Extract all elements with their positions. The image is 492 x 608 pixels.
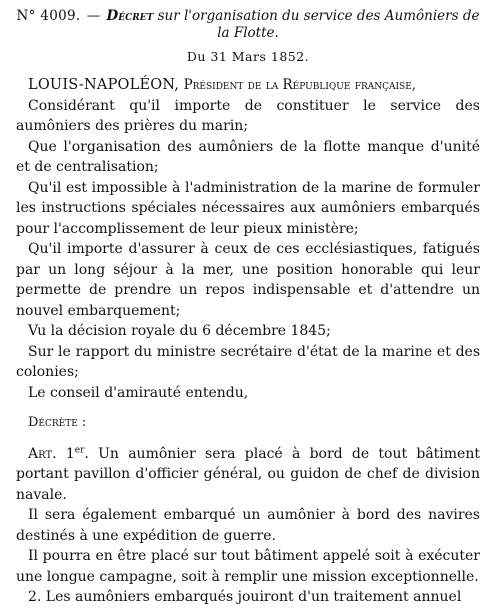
decree-date: Du 31 Mars 1852. — [186, 49, 310, 64]
document-page — [16, 8, 480, 608]
article-1-text: . Un aumônier sera placé à bord de tout bâtiment portant pavillon d'officier général, ou guidon de chef de division navale. — [16, 445, 480, 503]
article-1-label: Art. 1 — [28, 445, 75, 462]
decree-heading — [16, 8, 480, 42]
article-1-paragraph-3: Il pourra en être placé sur tout bâtiment appelé soit à exécuter une longue campagne, soit à remplir une mission exceptionnelle. — [16, 548, 480, 585]
author-title: Président de la République française, — [183, 77, 417, 93]
section-gap — [16, 403, 480, 413]
preamble-paragraph-2: Que l'organisation des aumôniers de la flotte manque d'unité et de centralisation; — [16, 138, 480, 175]
decree-subject: sur l'organisation du service des Aumôniers de la Flotte. — [157, 8, 480, 41]
preamble-paragraph-6: Sur le rapport du ministre secrétaire d'état de la marine et des colonies; — [16, 343, 480, 380]
article-1-paragraph-2: Il sera également embarqué un aumônier à bord des navires destinés à une expédition de guerre. — [16, 507, 480, 544]
decree-body — [16, 75, 480, 608]
heading-dash: — — [86, 8, 101, 24]
article-1-sup: er — [74, 444, 85, 455]
article-1 — [16, 444, 480, 506]
preamble-paragraph-1: Considérant qu'il importe de constituer le service des aumôniers des prières du marin; — [16, 97, 480, 134]
decree-word: Décret — [106, 8, 154, 24]
preamble-paragraph-5: Vu la décision royale du 6 décembre 1845; — [28, 323, 331, 339]
preamble-paragraph-7: Le conseil d'amirauté entendu, — [28, 384, 249, 401]
preamble-paragraph-4: Qu'il importe d'assurer à ceux de ces ecclésiastiques, fatigués par un long séjour à la mer, une position honorable qui leur permette de prendre un repos indispensable et d'attendre un nouvel embarquement; — [16, 241, 480, 319]
author-name: LOUIS-NAPOLÉON, — [28, 77, 180, 93]
preamble-paragraph-3: Qu'il est impossible à l'administration de la marine de formuler les instructions spéciales nécessaires aux aumôniers embarqués pour l'accomplissement de leur pieux ministère; — [16, 179, 480, 237]
article-2: 2. Les aumôniers embarqués jouiront d'un traitement annuel — [28, 589, 462, 605]
decrete-label: Décrète : — [28, 415, 87, 430]
decree-number: N° 4009. — [16, 8, 81, 24]
preamble-author — [16, 75, 480, 96]
section-gap-2 — [16, 434, 480, 444]
